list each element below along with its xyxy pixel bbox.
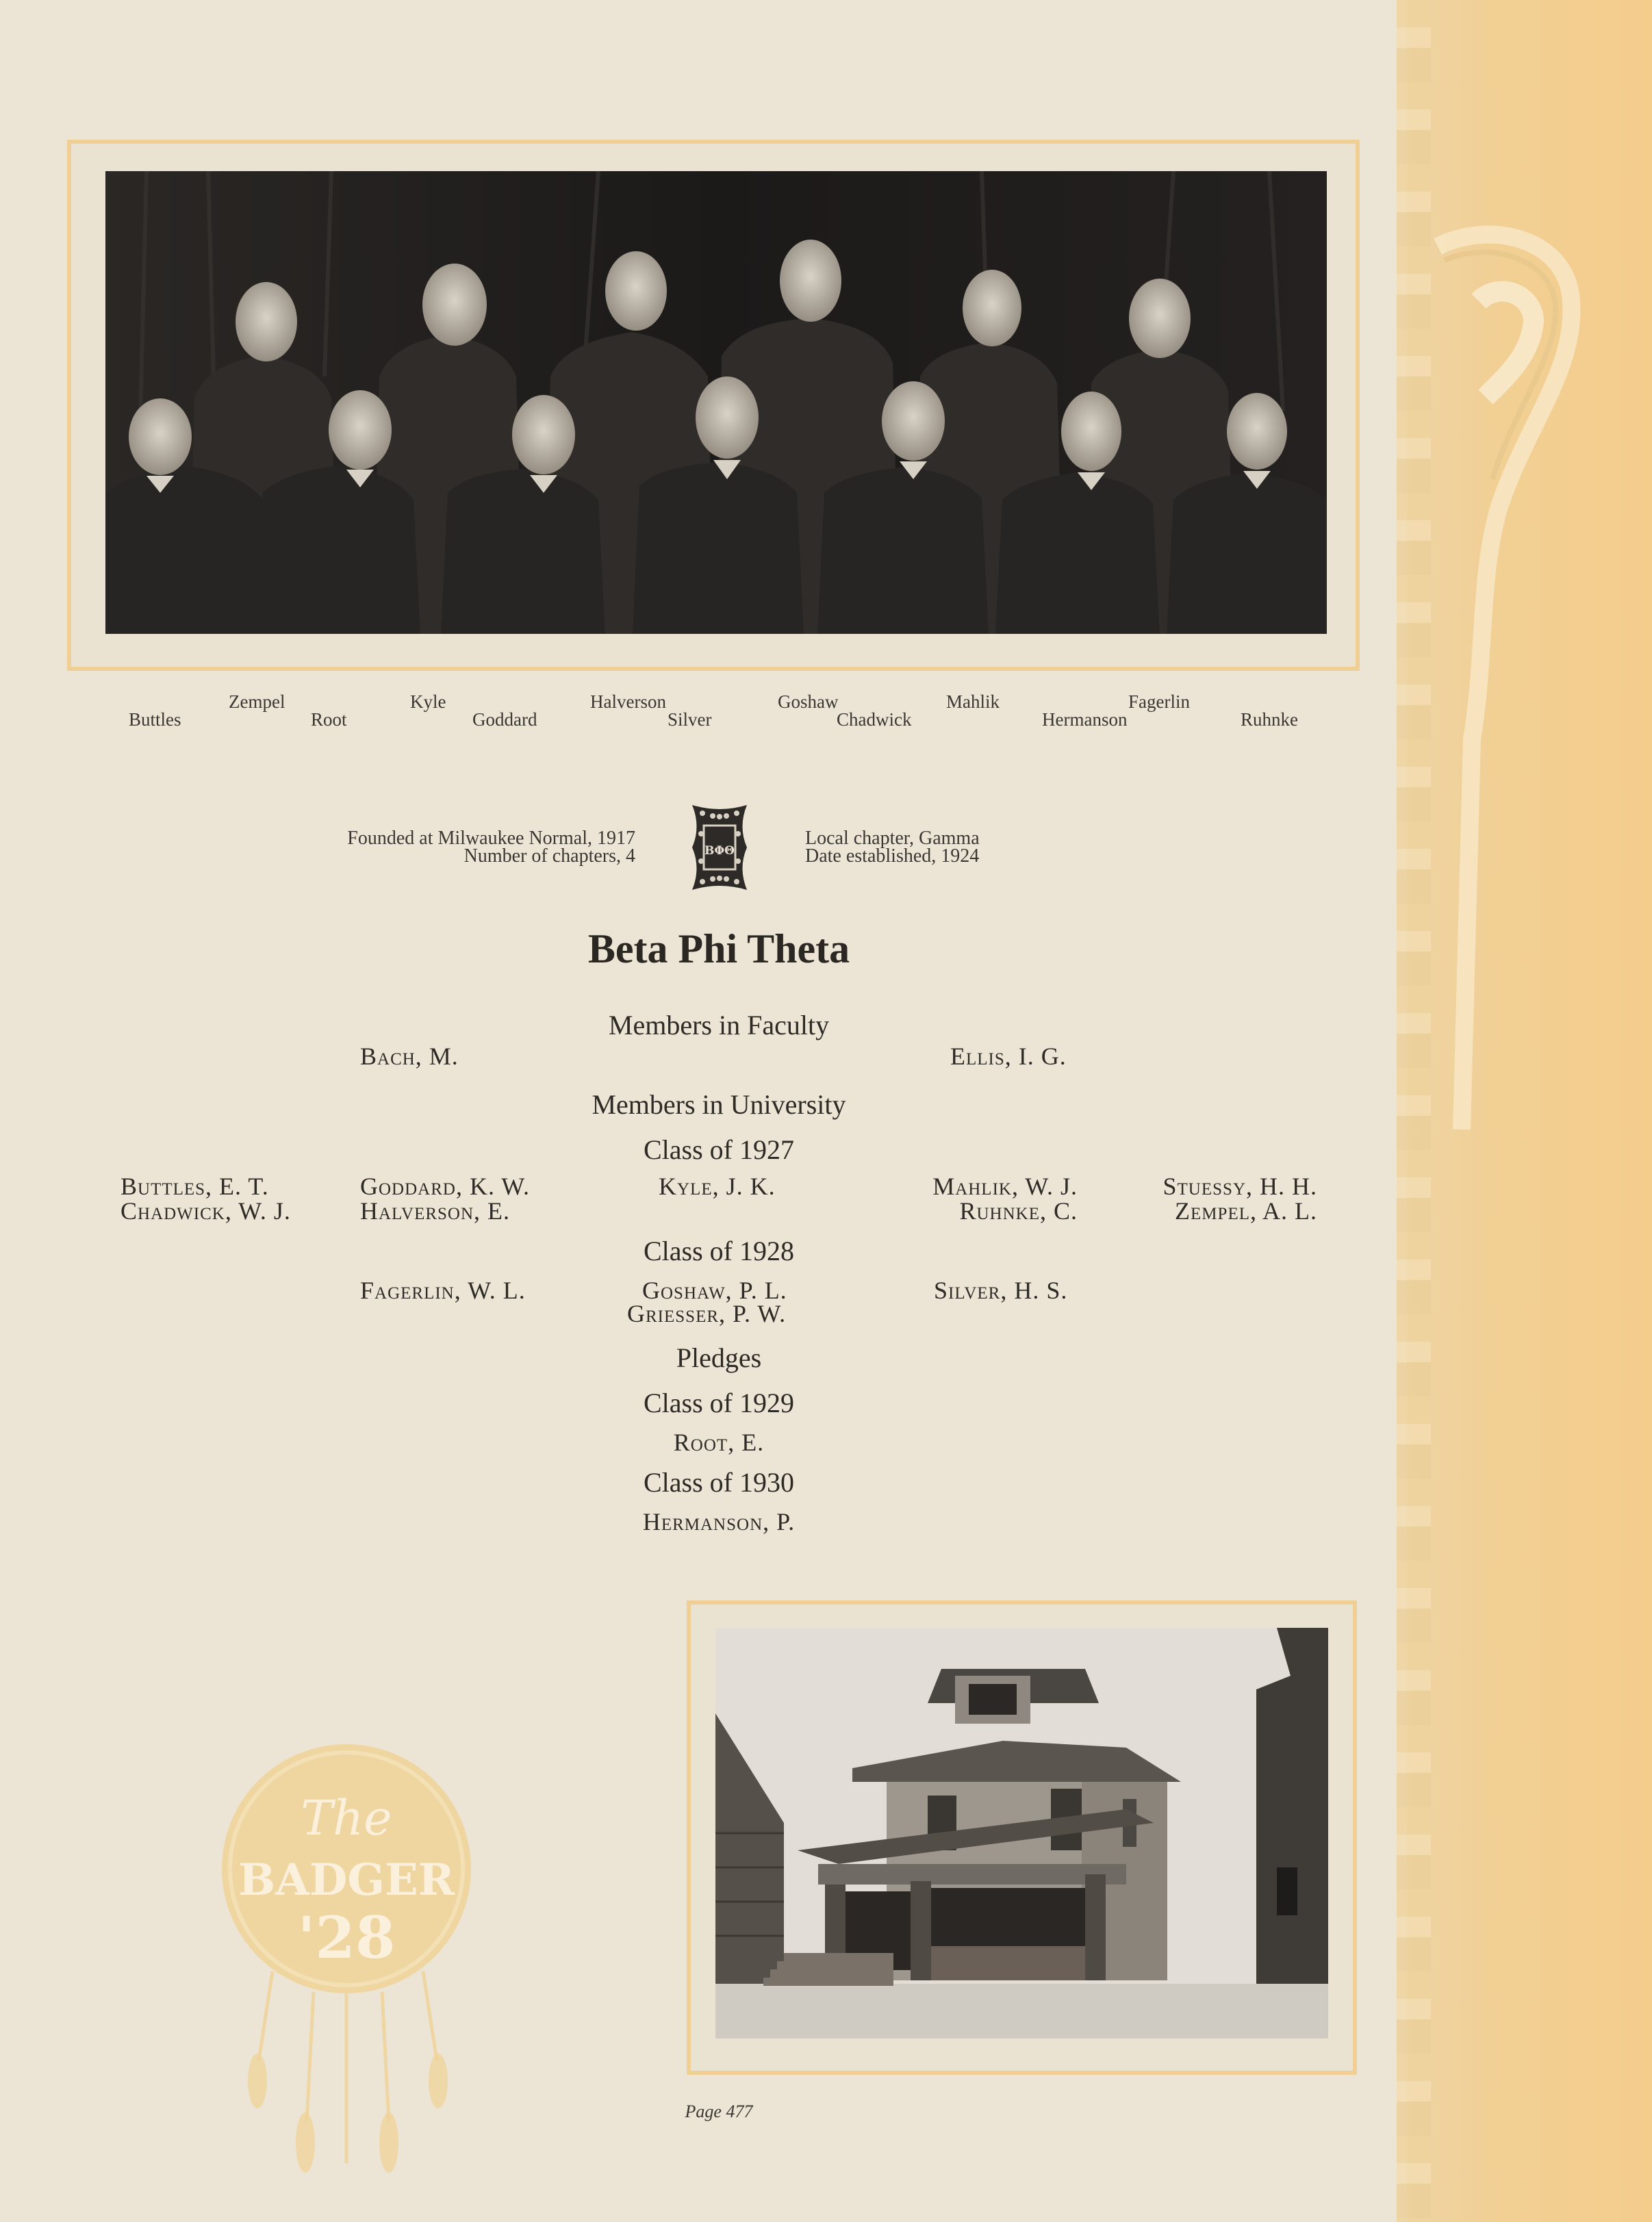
local-chapter-text: Local chapter, Gamma [805, 828, 980, 849]
caption-name-zempel: Zempel [229, 691, 285, 712]
member-stuessy: Stuessy, H. H. [1162, 1173, 1317, 1200]
fraternity-crest [682, 800, 757, 895]
member-mahlik: Mahlik, W. J. [932, 1173, 1078, 1200]
page-title: Beta Phi Theta [587, 926, 850, 971]
member-zempel: Zempel, A. L. [1175, 1197, 1317, 1225]
member-silver: Silver, H. S. [934, 1277, 1068, 1304]
logo-the: The [301, 1790, 392, 1846]
caption-name-goddard: Goddard [472, 709, 537, 730]
chapters-text: Number of chapters, 4 [463, 845, 635, 867]
caption-name-chadwick: Chadwick [837, 709, 912, 730]
faculty-name-ellis: Ellis, I. G. [950, 1043, 1067, 1070]
member-fagerlin: Fagerlin, W. L. [360, 1277, 526, 1304]
member-halverson: Halverson, E. [360, 1197, 511, 1225]
member-kyle: Kyle, J. K. [659, 1173, 776, 1200]
caption-name-halverson: Halverson [590, 691, 666, 712]
faculty-name-bach: Bach, M. [360, 1043, 459, 1070]
house-photo [715, 1628, 1328, 2039]
pledge-hermanson: Hermanson, P. [642, 1508, 796, 1535]
group-photo [105, 171, 1327, 634]
pledge-root: Root, E. [673, 1429, 765, 1456]
page-number: Page 477 [685, 2102, 753, 2121]
founded-text: Founded at Milwaukee Normal, 1917 [347, 828, 635, 849]
date-established-text: Date established, 1924 [805, 845, 980, 867]
logo-badger: BADGER [238, 1854, 455, 1906]
class-1927-heading: Class of 1927 [644, 1134, 794, 1165]
caption-name-fagerlin: Fagerlin [1128, 691, 1190, 712]
member-ruhnke: Ruhnke, C. [959, 1197, 1078, 1225]
faculty-heading: Members in Faculty [608, 1010, 830, 1040]
caption-name-hermanson: Hermanson [1042, 709, 1128, 730]
class-1928-heading: Class of 1928 [644, 1236, 794, 1266]
class-1930-heading: Class of 1930 [644, 1467, 794, 1498]
caption-name-kyle: Kyle [410, 691, 446, 712]
crest-letters: ΒΦΘ [704, 844, 735, 858]
caption-name-silver: Silver [668, 709, 712, 730]
pledges-heading: Pledges [676, 1342, 762, 1373]
caption-name-root: Root [311, 709, 347, 730]
logo-year: '28 [297, 1904, 396, 1971]
member-buttles: Buttles, E. T. [120, 1173, 269, 1200]
member-goshaw: Goshaw, P. L. [642, 1277, 787, 1304]
caption-name-ruhnke: Ruhnke [1241, 709, 1298, 730]
caption-name-goshaw: Goshaw [778, 691, 839, 712]
member-griesser: Griesser, P. W. [627, 1300, 787, 1327]
member-chadwick: Chadwick, W. J. [120, 1197, 291, 1225]
university-heading: Members in University [592, 1089, 846, 1120]
caption-name-mahlik: Mahlik [946, 691, 1000, 712]
class-1929-heading: Class of 1929 [644, 1388, 794, 1418]
member-goddard: Goddard, K. W. [360, 1173, 530, 1200]
caption-name-buttles: Buttles [129, 709, 181, 730]
